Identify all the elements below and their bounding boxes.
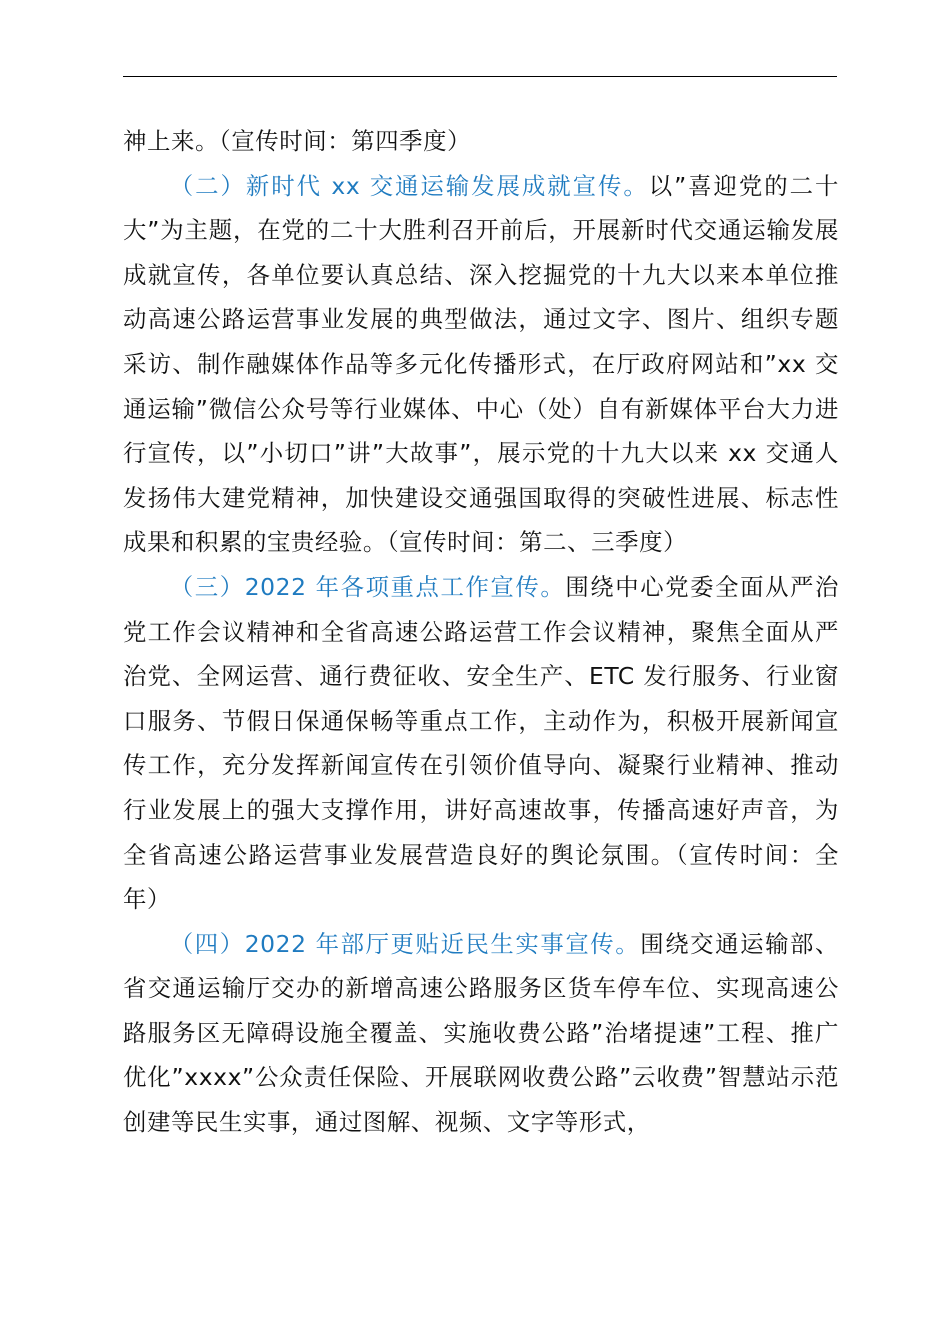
header-rule [123,76,837,77]
document-body [123,119,839,1145]
paragraph-continuation [123,119,839,164]
section-2-body: 以”喜迎党的二十大”为主题，在党的二十大胜利召开前后，开展新时代交通运输发展成就宣传，各单位要认真总结、深入挖掘党的十九大以来本单位推动高速公路运营事业发展的典型做法，通过文字、图片、组织专题采访、制作融媒体作品等多元化传播形式，在厅政府网站和”xx 交通运输”微信公众号等行业媒体、中心（处）自有新媒体平台大力进行宣传，以”小切口”讲”大故事”，展示党的十九大以来 xx 交通人发扬伟大建党精神，加快建设交通强国取得的突破性进展、标志性成果和积累的宝贵经验。（宣传时间：第二、三季度） [123,171,839,557]
paragraph-section-2 [123,164,839,565]
section-4-heading: （四）2022 年部厅更贴近民生实事宣传。 [169,929,641,958]
continuation-text: 神上来。（宣传时间：第四季度） [123,127,472,155]
section-3-heading: （三）2022 年各项重点工作宣传。 [169,572,566,601]
section-3-body: 围绕中心党委全面从严治党工作会议精神和全省高速公路运营工作会议精神，聚焦全面从严治党、全网运营、通行费征收、安全生产、ETC 发行服务、行业窗口服务、节假日保通保畅等重点工作，主动作为，积极开展新闻宣传工作，充分发挥新闻宣传在引领价值导向、凝聚行业精神、推动行业发展上的强大支撑作用，讲好高速故事，传播高速好声音，为全省高速公路运营事业发展营造良好的舆论氛围。（宣传时间：全年） [123,572,839,914]
paragraph-section-4 [123,922,839,1145]
section-4-body: 围绕交通运输部、省交通运输厅交办的新增高速公路服务区货车停车位、实现高速公路服务区无障碍设施全覆盖、实施收费公路”治堵提速”工程、推广优化”xxxx”公众责任保险、开展联网收费公路”云收费”智慧站示范创建等民生实事，通过图解、视频、文字等形式， [123,929,839,1137]
paragraph-section-3 [123,565,839,922]
section-2-heading: （二）新时代 xx 交通运输发展成就宣传。 [169,171,649,200]
